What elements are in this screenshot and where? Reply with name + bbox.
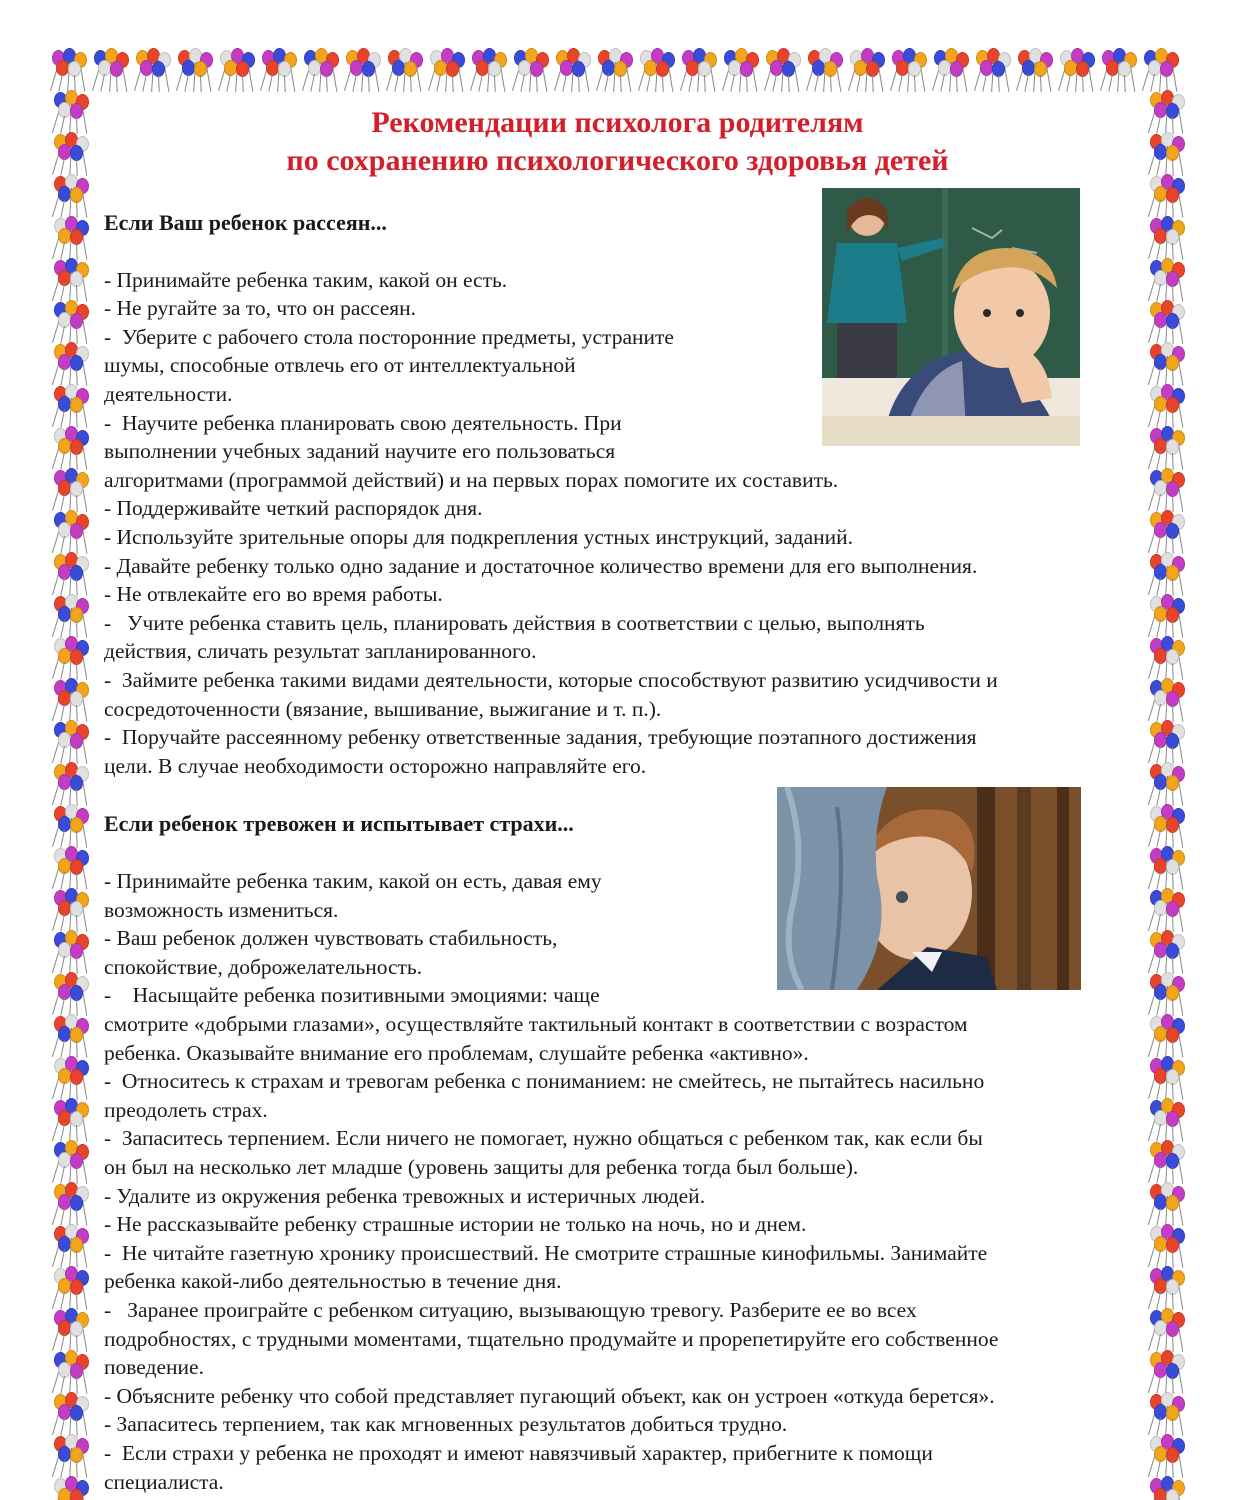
- balloon-cluster-icon: [552, 48, 592, 92]
- balloon-cluster-icon: [1146, 468, 1186, 512]
- balloon-cluster-icon: [1146, 174, 1186, 218]
- balloon-cluster-icon: [50, 342, 90, 386]
- recommendation-line: - Запаситесь терпением. Если ничего не помогает, нужно общаться с ребенком так, как если бы: [104, 1126, 983, 1150]
- balloon-cluster-icon: [1146, 1434, 1186, 1478]
- recommendation-line: - Не отвлекайте его во время работы.: [104, 582, 443, 606]
- balloon-cluster-icon: [1146, 972, 1186, 1016]
- balloon-cluster-icon: [1146, 930, 1186, 974]
- balloon-cluster-icon: [426, 48, 466, 92]
- recommendation-line: - Принимайте ребенка таким, какой он есть.: [104, 268, 508, 292]
- balloon-cluster-icon: [50, 468, 90, 512]
- recommendation-line: - Уберите с рабочего стола посторонние предметы, устраните: [104, 325, 674, 349]
- balloon-cluster-icon: [846, 48, 886, 92]
- balloon-cluster-icon: [594, 48, 634, 92]
- balloon-cluster-icon: [1146, 1182, 1186, 1226]
- balloon-cluster-icon: [216, 48, 256, 92]
- balloon-cluster-icon: [1146, 552, 1186, 596]
- balloon-cluster-icon: [1146, 384, 1186, 428]
- balloon-cluster-icon: [50, 804, 90, 848]
- recommendation-line: - Научите ребенка планировать свою деятельность. При: [104, 411, 622, 435]
- balloon-cluster-icon: [1146, 1098, 1186, 1142]
- balloon-cluster-icon: [50, 300, 90, 344]
- recommendation-line: спокойствие, доброжелательность.: [104, 955, 423, 979]
- balloon-cluster-icon: [1146, 1392, 1186, 1436]
- recommendation-line: - Давайте ребенку только одно задание и достаточное количество времени для его выполнения.: [104, 554, 978, 578]
- balloon-cluster-icon: [1098, 48, 1138, 92]
- balloon-cluster-icon: [1140, 48, 1180, 92]
- recommendation-line: - Учите ребенка ставить цель, планировать действия в соответствии с целью, выполнять: [104, 611, 925, 635]
- balloon-cluster-icon: [1146, 300, 1186, 344]
- balloon-cluster-icon: [1146, 594, 1186, 638]
- recommendation-line: - Относитесь к страхам и тревогам ребенка с пониманием: не смейтесь, не пытайтесь насильно: [104, 1069, 985, 1093]
- balloon-cluster-icon: [1146, 678, 1186, 722]
- balloon-cluster-icon: [50, 1056, 90, 1100]
- balloon-cluster-icon: [384, 48, 424, 92]
- balloon-cluster-icon: [50, 594, 90, 638]
- recommendation-line: - Поручайте рассеянному ребенку ответственные задания, требующие поэтапного достижения: [104, 725, 977, 749]
- recommendation-line: выполнении учебных заданий научите его пользоваться: [104, 439, 616, 463]
- balloon-cluster-icon: [50, 762, 90, 806]
- balloon-cluster-icon: [678, 48, 718, 92]
- balloon-cluster-icon: [90, 48, 130, 92]
- balloon-cluster-icon: [1146, 1014, 1186, 1058]
- balloon-cluster-icon: [1146, 804, 1186, 848]
- balloon-cluster-icon: [1146, 1476, 1186, 1500]
- section-heading-anxious: Если ребенок тревожен и испытывает страхи...: [104, 811, 574, 836]
- balloon-cluster-icon: [930, 48, 970, 92]
- recommendation-line: - Ваш ребенок должен чувствовать стабильность,: [104, 926, 558, 950]
- balloon-border-top: [48, 44, 1188, 96]
- balloon-cluster-icon: [50, 636, 90, 680]
- recommendation-line: действия, сличать результат запланированного.: [104, 639, 537, 663]
- balloon-cluster-icon: [50, 174, 90, 218]
- balloon-cluster-icon: [50, 426, 90, 470]
- recommendation-line: специалиста.: [104, 1470, 224, 1494]
- balloon-cluster-icon: [50, 552, 90, 596]
- recommendation-line: смотрите «добрыми глазами», осуществляйте тактильный контакт в соответствии с возрастом: [104, 1012, 968, 1036]
- balloon-cluster-icon: [1146, 720, 1186, 764]
- recommendation-line: - Не рассказывайте ребенку страшные истории не только на ночь, но и днем.: [104, 1212, 807, 1236]
- balloon-cluster-icon: [50, 1392, 90, 1436]
- balloon-cluster-icon: [1146, 762, 1186, 806]
- balloon-cluster-icon: [510, 48, 550, 92]
- balloon-border-left: [44, 90, 96, 1500]
- balloon-cluster-icon: [48, 48, 88, 92]
- balloon-cluster-icon: [1014, 48, 1054, 92]
- balloon-cluster-icon: [720, 48, 760, 92]
- page-title-line-1: Рекомендации психолога родителям: [371, 106, 864, 139]
- recommendation-line: алгоритмами (программой действий) и на первых порах помогите их составить.: [104, 468, 839, 492]
- recommendation-line: - Запаситесь терпением, так как мгновенных результатов добиться трудно.: [104, 1412, 788, 1436]
- recommendation-line: цели. В случае необходимости осторожно направляйте его.: [104, 754, 647, 778]
- balloon-cluster-icon: [50, 930, 90, 974]
- balloon-cluster-icon: [1056, 48, 1096, 92]
- recommendation-line: - Поддерживайте четкий распорядок дня.: [104, 496, 483, 520]
- balloon-cluster-icon: [300, 48, 340, 92]
- balloon-cluster-icon: [50, 1434, 90, 1478]
- balloon-cluster-icon: [50, 216, 90, 260]
- balloon-cluster-icon: [1146, 1224, 1186, 1268]
- balloon-cluster-icon: [1146, 888, 1186, 932]
- recommendation-line: ребенка. Оказывайте внимание его проблемам, слушайте ребенка «активно».: [104, 1041, 809, 1065]
- balloon-border-right: [1140, 90, 1192, 1500]
- balloon-cluster-icon: [972, 48, 1012, 92]
- recommendation-line: - Не ругайте за то, что он рассеян.: [104, 296, 417, 320]
- recommendation-line: - Объясните ребенку что собой представляет пугающий объект, как он устроен «откуда берется».: [104, 1384, 995, 1408]
- recommendation-line: - Если страхи у ребенка не проходят и имеют навязчивый характер, прибегните к помощи: [104, 1441, 933, 1465]
- page-title-line-2: по сохранению психологического здоровья детей: [286, 144, 949, 177]
- balloon-cluster-icon: [50, 1140, 90, 1184]
- balloon-cluster-icon: [50, 1266, 90, 1310]
- balloon-cluster-icon: [804, 48, 844, 92]
- recommendation-line: - Принимайте ребенка таким, какой он есть, давая ему: [104, 869, 602, 893]
- recommendation-line: - Заранее проиграйте с ребенком ситуацию, вызывающую тревогу. Разберите ее во всех: [104, 1298, 917, 1322]
- child-hiding-photo: [777, 787, 1081, 990]
- balloon-cluster-icon: [1146, 1140, 1186, 1184]
- balloon-cluster-icon: [174, 48, 214, 92]
- balloon-cluster-icon: [1146, 216, 1186, 260]
- recommendation-line: - Удалите из окружения ребенка тревожных и истеричных людей.: [104, 1184, 706, 1208]
- balloon-cluster-icon: [50, 1098, 90, 1142]
- balloon-cluster-icon: [50, 1014, 90, 1058]
- balloon-cluster-icon: [1146, 1266, 1186, 1310]
- boy-at-desk-photo: [822, 188, 1080, 446]
- balloon-cluster-icon: [1146, 1350, 1186, 1394]
- recommendation-line: поведение.: [104, 1355, 204, 1379]
- recommendation-line: - Займите ребенка такими видами деятельности, которые способствуют развитию усидчивости и: [104, 668, 998, 692]
- recommendation-line: шумы, способные отвлечь его от интеллектуальной: [104, 353, 576, 377]
- recommendation-line: сосредоточенности (вязание, вышивание, выжигание и т. п.).: [104, 697, 662, 721]
- balloon-cluster-icon: [636, 48, 676, 92]
- section-heading-distracted: Если Ваш ребенок рассеян...: [104, 210, 387, 235]
- balloon-cluster-icon: [1146, 342, 1186, 386]
- balloon-cluster-icon: [50, 720, 90, 764]
- balloon-cluster-icon: [342, 48, 382, 92]
- recommendation-line: возможность измениться.: [104, 898, 339, 922]
- balloon-cluster-icon: [258, 48, 298, 92]
- balloon-cluster-icon: [50, 1182, 90, 1226]
- balloon-cluster-icon: [1146, 1056, 1186, 1100]
- balloon-cluster-icon: [50, 888, 90, 932]
- recommendation-line: - Насыщайте ребенка позитивными эмоциями: чаще: [104, 983, 600, 1007]
- balloon-cluster-icon: [50, 510, 90, 554]
- recommendation-line: ребенка какой-либо деятельностью в течение дня.: [104, 1269, 562, 1293]
- balloon-cluster-icon: [1146, 636, 1186, 680]
- balloon-cluster-icon: [762, 48, 802, 92]
- balloon-cluster-icon: [132, 48, 172, 92]
- recommendation-line: подробностях, с трудными моментами, тщательно продумайте и прорепетируйте его собственное: [104, 1327, 999, 1351]
- balloon-cluster-icon: [50, 1476, 90, 1500]
- balloon-cluster-icon: [888, 48, 928, 92]
- balloon-cluster-icon: [1146, 426, 1186, 470]
- balloon-cluster-icon: [1146, 1308, 1186, 1352]
- balloon-cluster-icon: [50, 678, 90, 722]
- balloon-cluster-icon: [50, 384, 90, 428]
- balloon-cluster-icon: [1146, 258, 1186, 302]
- recommendation-line: преодолеть страх.: [104, 1098, 268, 1122]
- balloon-cluster-icon: [50, 972, 90, 1016]
- balloon-cluster-icon: [50, 1224, 90, 1268]
- balloon-cluster-icon: [1146, 846, 1186, 890]
- recommendation-line: он был на несколько лет младше (уровень защиты для ребенка тогда был больше).: [104, 1155, 859, 1179]
- recommendation-line: деятельности.: [104, 382, 233, 406]
- recommendation-line: - Не читайте газетную хронику происшествий. Не смотрите страшные кинофильмы. Занимайте: [104, 1241, 988, 1265]
- balloon-cluster-icon: [50, 846, 90, 890]
- balloon-cluster-icon: [50, 1350, 90, 1394]
- balloon-cluster-icon: [1146, 510, 1186, 554]
- balloon-cluster-icon: [50, 258, 90, 302]
- recommendation-line: - Используйте зрительные опоры для подкрепления устных инструкций, заданий.: [104, 525, 854, 549]
- balloon-cluster-icon: [50, 1308, 90, 1352]
- balloon-cluster-icon: [468, 48, 508, 92]
